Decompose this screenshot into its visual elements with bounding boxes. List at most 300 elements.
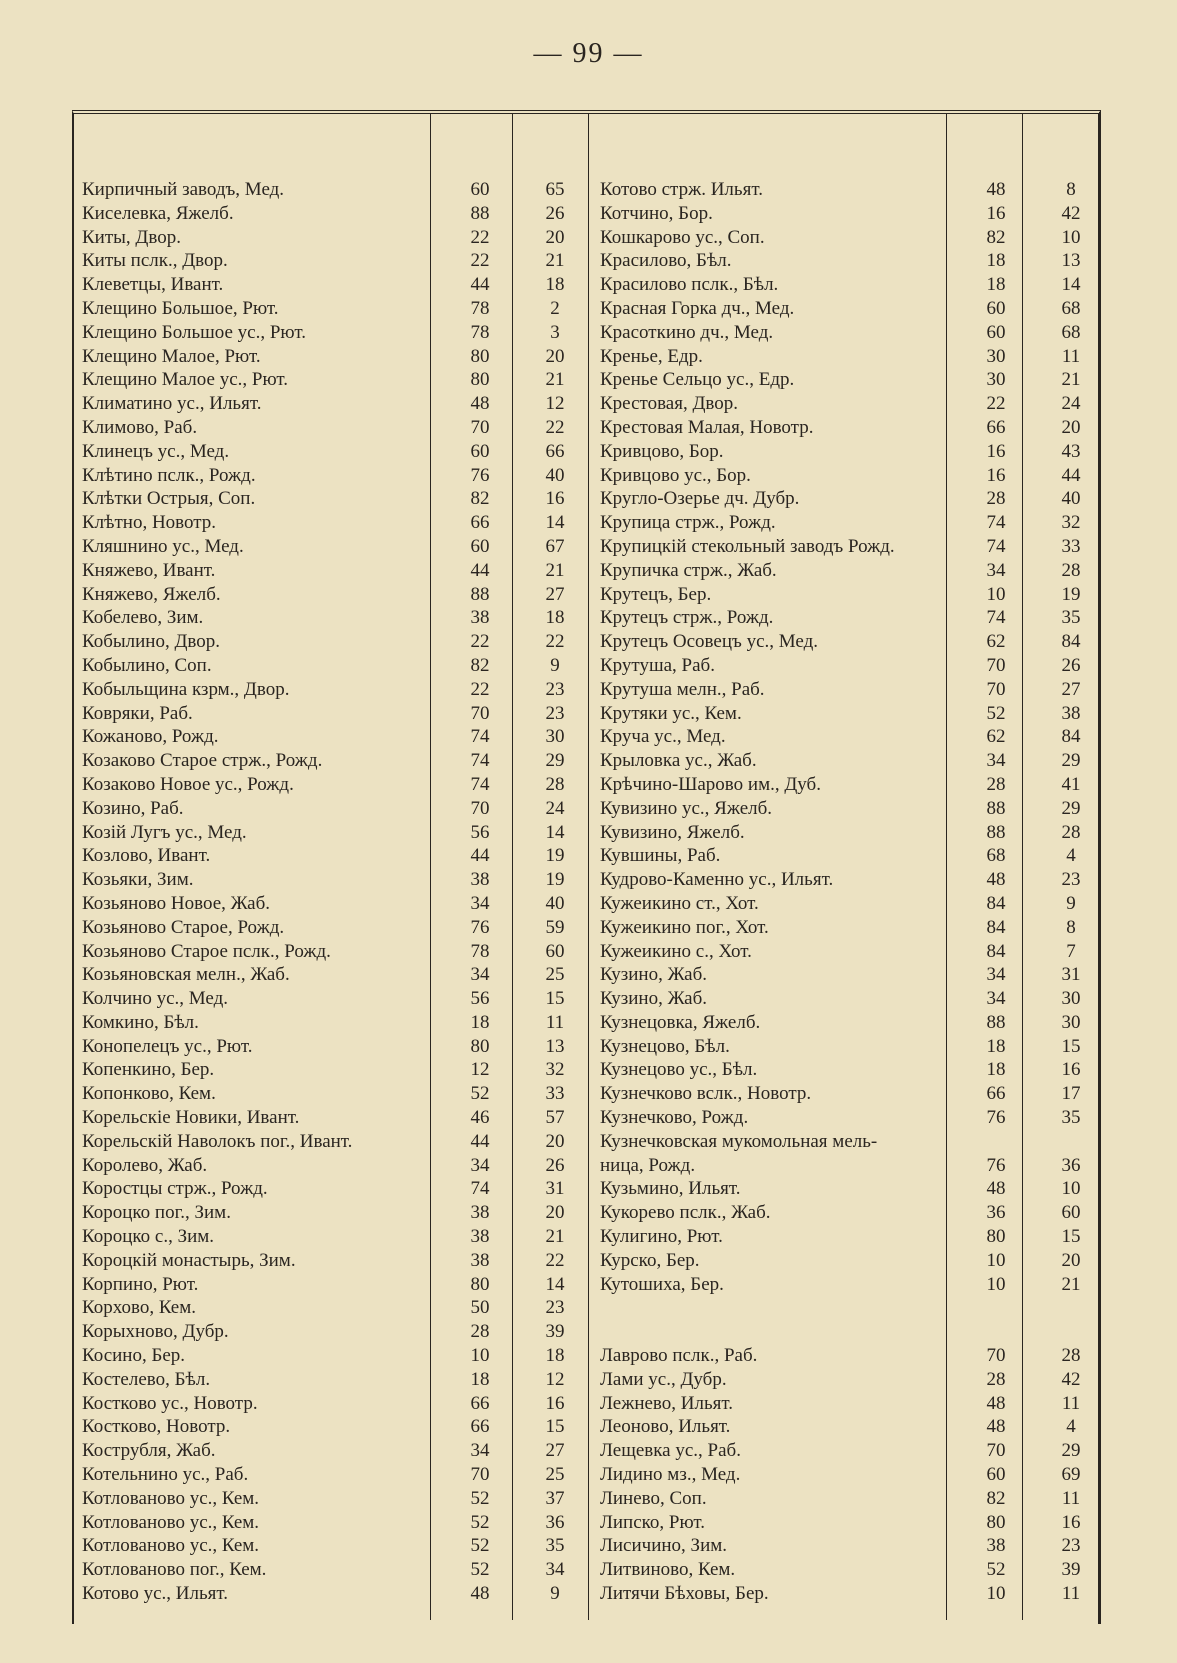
- entry-name: Лаврово пслк., Раб.: [600, 1345, 758, 1367]
- entry-first-number: 10: [986, 1249, 1006, 1271]
- entry-name: Кобыльщина кзрм., Двор.: [82, 678, 290, 700]
- entry-name: Кострубля, Жаб.: [82, 1440, 216, 1462]
- entry-first-number: [956, 1320, 1036, 1344]
- entry-name: Корыхново, Дубр.: [82, 1321, 229, 1343]
- entry-name: Круча ус., Мед.: [600, 726, 726, 748]
- entry-second-number: 60: [1061, 1202, 1081, 1224]
- entry-first-number: 82: [470, 488, 490, 510]
- entry-first-number: 80: [470, 345, 490, 367]
- entry-name: Корпино, Рют.: [82, 1273, 199, 1295]
- entry-name: Кузнецовка, Яжелб.: [600, 1011, 761, 1033]
- entry-second-number: 11: [1061, 1392, 1081, 1414]
- entry-first-number: 60: [470, 440, 490, 462]
- entry-name: Корхово, Кем.: [82, 1297, 196, 1319]
- entry-first-number: 50: [470, 1297, 490, 1319]
- entry-second-number: 24: [1061, 393, 1081, 415]
- entry-second-number: 18: [545, 1345, 565, 1367]
- left-first-number-column: [440, 178, 520, 1606]
- entry-second-number: 26: [545, 202, 565, 224]
- entry-name: Кругло-Озерье дч. Дубр.: [600, 488, 800, 510]
- entry-name: Козій Лугъ ус., Мед.: [82, 821, 247, 843]
- entry-first-number: 34: [986, 559, 1006, 581]
- entry-first-number: 74: [986, 512, 1006, 534]
- entry-second-number: 19: [545, 845, 565, 867]
- entry-second-number: 30: [1061, 1011, 1081, 1033]
- entry-name: Литячи Бѣховы, Бер.: [600, 1583, 769, 1605]
- entry-first-number: 18: [470, 1011, 490, 1033]
- entry-first-number: 74: [470, 726, 490, 748]
- entry-name: Корельскій Наволокъ пог., Ивант.: [82, 1130, 353, 1152]
- entry-name: Козьяновская мелн., Жаб.: [82, 964, 290, 986]
- entry-first-number: 44: [470, 559, 490, 581]
- entry-second-number: 43: [1061, 440, 1081, 462]
- entry-first-number: 62: [986, 631, 1006, 653]
- entry-name: Котлованово ус., Кем.: [82, 1487, 260, 1509]
- entry-second-number: 9: [1066, 892, 1076, 914]
- entry-second-number: 33: [1061, 535, 1081, 557]
- entry-first-number: 88: [986, 797, 1006, 819]
- entry-second-number: 30: [1061, 988, 1081, 1010]
- entry-name: Кобылино, Двор.: [82, 631, 221, 653]
- entry-first-number: 52: [470, 1511, 490, 1533]
- entry-first-number: 38: [470, 869, 490, 891]
- entry-first-number: 38: [986, 1535, 1006, 1557]
- entry-name: Кузьмино, Ильят.: [600, 1178, 741, 1200]
- entry-name: ница, Рожд.: [600, 1154, 696, 1176]
- entry-first-number: 30: [986, 345, 1006, 367]
- entry-first-number: 74: [986, 607, 1006, 629]
- entry-second-number: 29: [545, 750, 565, 772]
- entry-name: Котово стрж. Ильят.: [600, 179, 763, 200]
- entry-second-number: 31: [1061, 964, 1081, 986]
- entry-first-number: 84: [986, 892, 1006, 914]
- entry-name: Кожаново, Рожд.: [82, 726, 219, 748]
- right-second-number-column: [1036, 178, 1106, 1606]
- entry-name: Красилово, Бѣл.: [600, 250, 732, 272]
- entry-name: Клѣтки Острыя, Соп.: [82, 488, 256, 510]
- entry-name: Кужеикино пог., Хот.: [600, 916, 769, 938]
- entry-name: Кудрово-Каменно ус., Ильят.: [600, 869, 834, 891]
- entry-second-number: 68: [1061, 321, 1081, 343]
- entry-second-number: 42: [1061, 202, 1081, 224]
- entry-second-number: 65: [545, 179, 565, 200]
- entry-first-number: 44: [470, 274, 490, 296]
- entry-second-number: 29: [1061, 1440, 1081, 1462]
- entry-name: Кривцово ус., Бор.: [600, 464, 751, 486]
- entry-name: Кувизино, Яжелб.: [600, 821, 745, 843]
- entry-first-number: 34: [470, 892, 490, 914]
- entry-second-number: 84: [1061, 631, 1081, 653]
- entry-name: Кулигино, Рют.: [600, 1226, 723, 1248]
- entry-first-number: 60: [986, 297, 1006, 319]
- entry-first-number: 60: [986, 321, 1006, 343]
- entry-name: Кузнечковская мукомольная мель-: [600, 1130, 878, 1152]
- entry-name: Крутецъ, Бер.: [600, 583, 712, 605]
- entry-first-number: 18: [986, 1059, 1006, 1081]
- entry-second-number: 21: [545, 559, 565, 581]
- entry-second-number: 32: [545, 1059, 565, 1081]
- entry-second-number: 18: [545, 607, 565, 629]
- entry-second-number: 23: [545, 702, 565, 724]
- entry-name: Котово ус., Ильят.: [82, 1583, 229, 1605]
- entry-name: Крупица стрж., Рожд.: [600, 512, 776, 534]
- entry-first-number: [956, 1130, 1036, 1154]
- entry-second-number: 16: [1061, 1511, 1081, 1533]
- entry-name: Котлованово ус., Кем.: [82, 1535, 260, 1557]
- entry-first-number: 12: [470, 1059, 490, 1081]
- entry-second-number: 14: [545, 1273, 565, 1295]
- entry-first-number: 10: [986, 583, 1006, 605]
- entry-name: Кузнецово, Бѣл.: [600, 1035, 730, 1057]
- entry-second-number: 20: [1061, 1249, 1081, 1271]
- entry-first-number: 82: [986, 1487, 1006, 1509]
- entry-first-number: 70: [986, 678, 1006, 700]
- entry-second-number: 20: [545, 1130, 565, 1152]
- entry-second-number: 67: [545, 535, 565, 557]
- entry-first-number: 70: [986, 1440, 1006, 1462]
- entry-second-number: 25: [545, 1464, 565, 1486]
- entry-first-number: 16: [986, 202, 1006, 224]
- entry-name: Липско, Рют.: [600, 1511, 706, 1533]
- entry-second-number: 28: [1061, 1345, 1081, 1367]
- entry-second-number: 26: [1061, 654, 1081, 676]
- entry-first-number: 52: [470, 1535, 490, 1557]
- entry-second-number: 35: [1061, 1107, 1081, 1129]
- entry-second-number: 21: [545, 369, 565, 391]
- entry-name: Крутяки ус., Кем.: [600, 702, 742, 724]
- entry-name: Лисичино, Зим.: [600, 1535, 728, 1557]
- entry-name: Копонково, Кем.: [82, 1083, 216, 1105]
- entry-name: Козаково Новое ус., Рожд.: [82, 773, 294, 795]
- entry-name: Крупичка стрж., Жаб.: [600, 559, 777, 581]
- entry-name: Копенкино, Бер.: [82, 1059, 215, 1081]
- entry-first-number: 22: [470, 250, 490, 272]
- entry-first-number: 38: [470, 1226, 490, 1248]
- entry-first-number: 70: [470, 702, 490, 724]
- entry-name: Крестовая Малая, Новотр.: [600, 416, 814, 438]
- entry-first-number: 68: [986, 845, 1006, 867]
- entry-second-number: [1036, 1320, 1106, 1344]
- entry-second-number: 27: [545, 1440, 565, 1462]
- left-place-names-column: [82, 178, 428, 1606]
- entry-first-number: 74: [470, 773, 490, 795]
- left-second-number-column: [520, 178, 590, 1606]
- entry-second-number: 15: [1061, 1035, 1081, 1057]
- entry-second-number: 3: [550, 321, 560, 343]
- entry-first-number: 60: [470, 179, 490, 200]
- entry-second-number: 40: [545, 892, 565, 914]
- entry-second-number: 60: [545, 940, 565, 962]
- entry-name: Кувизино ус., Яжелб.: [600, 797, 773, 819]
- entry-first-number: 18: [470, 1368, 490, 1390]
- entry-second-number: 16: [1061, 1059, 1081, 1081]
- entry-first-number: 36: [986, 1202, 1006, 1224]
- entry-first-number: 62: [986, 726, 1006, 748]
- entry-first-number: 70: [470, 1464, 490, 1486]
- entry-name: Крутуша мелн., Раб.: [600, 678, 765, 700]
- entry-name: Костково, Новотр.: [82, 1416, 231, 1438]
- entry-name: Короцко пог., Зим.: [82, 1202, 231, 1224]
- entry-second-number: 37: [545, 1487, 565, 1509]
- entry-first-number: 48: [986, 1416, 1006, 1438]
- entry-first-number: 16: [986, 440, 1006, 462]
- entry-name: Козьяново Старое, Рожд.: [82, 916, 285, 938]
- entry-first-number: 70: [986, 654, 1006, 676]
- entry-first-number: 34: [986, 988, 1006, 1010]
- entry-name: Красилово пслк., Бѣл.: [600, 274, 779, 296]
- entry-second-number: 27: [545, 583, 565, 605]
- entry-second-number: 11: [545, 1011, 565, 1033]
- entry-first-number: 22: [470, 631, 490, 653]
- entry-name: Крутецъ Осовецъ ус., Мед.: [600, 631, 819, 653]
- entry-first-number: 70: [470, 416, 490, 438]
- entry-name: Кувшины, Раб.: [600, 845, 721, 867]
- entry-first-number: 80: [986, 1226, 1006, 1248]
- entry-first-number: 66: [470, 512, 490, 534]
- entry-second-number: 18: [545, 274, 565, 296]
- entry-name: Клеветцы, Ивант.: [82, 274, 224, 296]
- entry-name: Котлованово ус., Кем.: [82, 1511, 260, 1533]
- entry-second-number: 20: [545, 1202, 565, 1224]
- entry-second-number: 8: [1066, 916, 1076, 938]
- entry-first-number: 48: [470, 1583, 490, 1605]
- entry-name: Кобелево, Зим.: [82, 607, 204, 629]
- entry-first-number: 34: [470, 1440, 490, 1462]
- entry-second-number: 23: [545, 1297, 565, 1319]
- entry-first-number: 38: [470, 1202, 490, 1224]
- entry-second-number: 13: [545, 1035, 565, 1057]
- entry-name: Киты пслк., Двор.: [82, 250, 228, 272]
- entry-first-number: 74: [470, 750, 490, 772]
- entry-second-number: 19: [1061, 583, 1081, 605]
- entry-second-number: 16: [545, 1392, 565, 1414]
- entry-name: Клѣтно, Новотр.: [82, 512, 217, 534]
- entry-second-number: 15: [1061, 1226, 1081, 1248]
- entry-first-number: 70: [986, 1345, 1006, 1367]
- entry-name: Комкино, Бѣл.: [82, 1011, 199, 1033]
- column-divider: [430, 114, 431, 1620]
- entry-second-number: 40: [1061, 488, 1081, 510]
- entry-second-number: 28: [1061, 821, 1081, 843]
- entry-name: Леоново, Ильят.: [600, 1416, 731, 1438]
- entry-first-number: 80: [986, 1511, 1006, 1533]
- column-divider: [946, 114, 947, 1620]
- entry-name: [600, 1320, 946, 1344]
- entry-second-number: 59: [545, 916, 565, 938]
- entry-first-number: 80: [470, 1273, 490, 1295]
- entry-name: Косино, Бер.: [82, 1345, 186, 1367]
- entry-second-number: 12: [545, 393, 565, 415]
- entry-first-number: 34: [470, 1154, 490, 1176]
- entry-name: Котчино, Бор.: [600, 202, 713, 224]
- entry-first-number: 28: [470, 1321, 490, 1343]
- entry-name: Козьяки, Зим.: [82, 869, 194, 891]
- entry-first-number: 22: [470, 678, 490, 700]
- entry-name: Костково ус., Новотр.: [82, 1392, 258, 1414]
- entry-first-number: 56: [470, 821, 490, 843]
- entry-second-number: 11: [1061, 1583, 1081, 1605]
- entry-second-number: 22: [545, 1249, 565, 1271]
- entry-second-number: [1036, 1296, 1106, 1320]
- entry-second-number: 68: [1061, 297, 1081, 319]
- entry-first-number: 22: [986, 393, 1006, 415]
- entry-second-number: 4: [1066, 1416, 1076, 1438]
- entry-second-number: 15: [545, 988, 565, 1010]
- entry-name: Коростцы стрж., Рожд.: [82, 1178, 268, 1200]
- entry-name: Климатино ус., Ильят.: [82, 393, 262, 415]
- entry-name: Лещевка ус., Раб.: [600, 1440, 741, 1462]
- entry-name: Козино, Раб.: [82, 797, 184, 819]
- entry-second-number: 14: [545, 512, 565, 534]
- entry-first-number: 60: [470, 535, 490, 557]
- entry-second-number: 69: [1061, 1464, 1081, 1486]
- entry-second-number: 4: [1066, 845, 1076, 867]
- entry-second-number: 66: [545, 440, 565, 462]
- entry-name: Красоткино дч., Мед.: [600, 321, 774, 343]
- entry-second-number: 21: [1061, 369, 1081, 391]
- entry-name: Корельскіе Новики, Ивант.: [82, 1107, 300, 1129]
- entry-first-number: 16: [986, 464, 1006, 486]
- entry-second-number: 84: [1061, 726, 1081, 748]
- entry-name: Кренье, Едр.: [600, 345, 703, 367]
- entry-second-number: 36: [1061, 1154, 1081, 1176]
- entry-second-number: 42: [1061, 1368, 1081, 1390]
- entry-second-number: 44: [1061, 464, 1081, 486]
- entry-first-number: 56: [470, 988, 490, 1010]
- entry-second-number: 40: [545, 464, 565, 486]
- entry-first-number: 52: [986, 702, 1006, 724]
- entry-first-number: 18: [986, 274, 1006, 296]
- entry-second-number: 23: [1061, 869, 1081, 891]
- entry-first-number: 76: [470, 464, 490, 486]
- entry-second-number: 11: [1061, 1487, 1081, 1509]
- entry-first-number: 52: [470, 1487, 490, 1509]
- entry-second-number: [1036, 1130, 1106, 1154]
- entry-second-number: 2: [550, 297, 560, 319]
- entry-name: Кужеикино ст., Хот.: [600, 892, 759, 914]
- entry-first-number: 44: [470, 845, 490, 867]
- entry-name: Кузино, Жаб.: [600, 988, 707, 1010]
- entry-first-number: 80: [470, 1035, 490, 1057]
- entry-name: Лежнево, Ильят.: [600, 1392, 733, 1414]
- entry-second-number: 39: [1061, 1559, 1081, 1581]
- entry-name: Кузнечково вслк., Новотр.: [600, 1083, 812, 1105]
- entry-second-number: 28: [545, 773, 565, 795]
- entry-first-number: 82: [470, 654, 490, 676]
- entry-name: [600, 1296, 946, 1320]
- entry-second-number: 10: [1061, 226, 1081, 248]
- entry-first-number: 44: [470, 1130, 490, 1152]
- entry-first-number: 38: [470, 1249, 490, 1271]
- entry-name: Котлованово пог., Кем.: [82, 1559, 267, 1581]
- entry-name: Клещино Большое, Рют.: [82, 297, 279, 319]
- entry-first-number: 76: [470, 916, 490, 938]
- entry-second-number: 31: [545, 1178, 565, 1200]
- right-place-names-column: [600, 178, 946, 1606]
- right-first-number-column: [956, 178, 1036, 1606]
- entry-first-number: 66: [986, 416, 1006, 438]
- entry-name: Лами ус., Дубр.: [600, 1368, 727, 1390]
- entry-first-number: 46: [470, 1107, 490, 1129]
- entry-name: Крутецъ стрж., Рожд.: [600, 607, 774, 629]
- entry-name: Ковряки, Раб.: [82, 702, 193, 724]
- entry-second-number: 16: [545, 488, 565, 510]
- entry-first-number: [956, 1296, 1036, 1320]
- entry-first-number: 84: [986, 916, 1006, 938]
- entry-first-number: 22: [470, 226, 490, 248]
- entry-name: Клѣтино пслк., Рожд.: [82, 464, 256, 486]
- entry-second-number: 24: [545, 797, 565, 819]
- entry-name: Кутошиха, Бер.: [600, 1273, 724, 1295]
- entry-first-number: 52: [986, 1559, 1006, 1581]
- entry-first-number: 74: [470, 1178, 490, 1200]
- entry-name: Киты, Двор.: [82, 226, 181, 248]
- entry-name: Кривцово, Бор.: [600, 440, 724, 462]
- entry-first-number: 52: [470, 1083, 490, 1105]
- entry-first-number: 10: [986, 1273, 1006, 1295]
- entry-name: Кукорево пслк., Жаб.: [600, 1202, 771, 1224]
- entry-second-number: 12: [545, 1368, 565, 1390]
- entry-name: Литвиново, Кем.: [600, 1559, 736, 1581]
- entry-name: Короцкій монастырь, Зим.: [82, 1249, 296, 1271]
- entry-first-number: 80: [470, 369, 490, 391]
- entry-second-number: 33: [545, 1083, 565, 1105]
- entry-name: Кобылино, Соп.: [82, 654, 212, 676]
- entry-second-number: 9: [550, 1583, 560, 1605]
- entry-first-number: 66: [986, 1083, 1006, 1105]
- entry-name: Козаково Старое стрж., Рожд.: [82, 750, 323, 772]
- entry-name: Кузнецово ус., Бѣл.: [600, 1059, 758, 1081]
- entry-first-number: 48: [470, 393, 490, 415]
- entry-name: Кирпичный заводъ, Мед.: [82, 179, 285, 200]
- entry-first-number: 84: [986, 940, 1006, 962]
- entry-name: Клещино Малое ус., Рют.: [82, 369, 289, 391]
- entry-first-number: 48: [986, 1178, 1006, 1200]
- entry-name: Красная Горка дч., Мед.: [600, 297, 795, 319]
- entry-name: Кошкарово ус., Соп.: [600, 226, 765, 248]
- entry-first-number: 82: [986, 226, 1006, 248]
- entry-name: Кужеикино с., Хот.: [600, 940, 752, 962]
- entry-second-number: 22: [545, 416, 565, 438]
- entry-second-number: 20: [1061, 416, 1081, 438]
- entry-name: Крестовая, Двор.: [600, 393, 739, 415]
- entry-name: Крѣчино-Шарово им., Дуб.: [600, 773, 821, 795]
- entry-second-number: 10: [1061, 1178, 1081, 1200]
- entry-name: Клещино Малое, Рют.: [82, 345, 261, 367]
- entry-first-number: 78: [470, 940, 490, 962]
- entry-first-number: 18: [986, 1035, 1006, 1057]
- entry-second-number: 32: [1061, 512, 1081, 534]
- entry-name: Кренье Сельцо ус., Едр.: [600, 369, 795, 391]
- entry-name: Климово, Раб.: [82, 416, 198, 438]
- entry-name: Костелево, Бѣл.: [82, 1368, 211, 1390]
- entry-first-number: 66: [470, 1416, 490, 1438]
- entry-first-number: 52: [470, 1559, 490, 1581]
- entry-second-number: 23: [545, 678, 565, 700]
- entry-first-number: 60: [986, 1464, 1006, 1486]
- entry-second-number: 7: [1066, 940, 1076, 962]
- entry-second-number: 14: [1061, 274, 1081, 296]
- entry-first-number: 88: [470, 583, 490, 605]
- entry-first-number: 76: [986, 1107, 1006, 1129]
- entry-name: Котельнино ус., Раб.: [82, 1464, 249, 1486]
- entry-first-number: 88: [470, 202, 490, 224]
- entry-second-number: 23: [1061, 1535, 1081, 1557]
- entry-name: Клещино Большое ус., Рют.: [82, 321, 306, 343]
- entry-name: Лидино мз., Мед.: [600, 1464, 741, 1486]
- entry-second-number: 38: [1061, 702, 1081, 724]
- entry-first-number: 88: [986, 1011, 1006, 1033]
